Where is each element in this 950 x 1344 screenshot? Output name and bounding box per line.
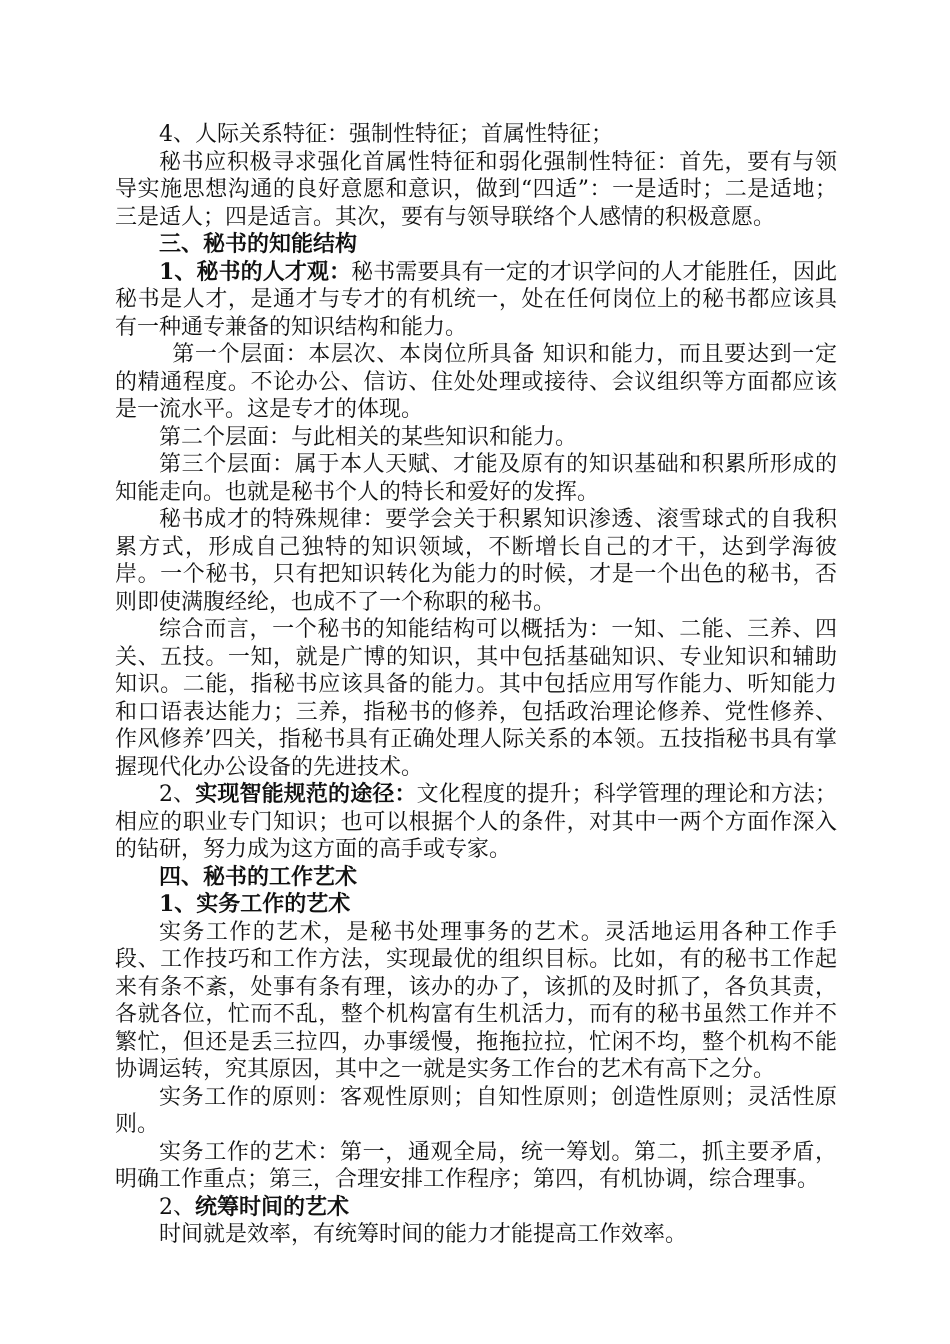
intelligence-path-lead: 实现智能规范的途径：	[195, 781, 417, 807]
time-art-number: 2、	[159, 1194, 195, 1220]
paragraph-time-art-heading	[115, 1194, 837, 1222]
paragraph-time-efficiency: 时间就是效率，有统筹时间的能力才能提高工作效率。	[159, 1222, 688, 1247]
section-heading-knowledge-structure: 三、秘书的知能结构	[159, 231, 358, 257]
talent-view-body: 秘书需要具有一定的才识学问的人才能胜任，因此秘书是人才，是通才与专才的有机统一，处在任何岗位上的秘书都应该具有一种通专兼备的知识结构和能力。	[115, 259, 837, 340]
talent-view-lead: 1、秘书的人才观：	[159, 258, 352, 285]
paragraph-interpersonal-features: 4、人际关系特征：强制性特征；首属性特征；	[159, 122, 613, 147]
document-page	[115, 121, 837, 1249]
intelligence-path-number: 2、	[159, 782, 196, 807]
time-art-lead: 统筹时间的艺术	[195, 1193, 350, 1220]
section-heading-work-art: 四、秘书的工作艺术	[159, 863, 358, 890]
paragraph-first-level: 第一个层面：本层次、本岗位所具备 知识和能力，而且要达到一定的精通程度。不论办公、信访、住处处理或接待、会议组织等方面都应该是一流水平。这是专才的体现。	[115, 342, 837, 422]
paragraph-special-rules: 秘书成才的特殊规律：要学会关于积累知识渗透、滚雪球式的自我积累方式，形成自己独特的知识领域，不断增长自己的才干，达到学海彼岸。一个秘书，只有把知识转化为能力的时候，才是一个出色的秘书，否则即使满腹经纶，也成不了一个称职的秘书。	[115, 507, 837, 615]
paragraph-second-level: 第二个层面：与此相关的某些知识和能力。	[159, 424, 578, 450]
paragraph-practical-work-principles: 实务工作的原则：客观性原则；自知性原则；创造性原则；灵活性原则。	[115, 1084, 837, 1137]
intelligence-path-body: 文化程度的提升；科学管理的理论和方法；相应的职业专门知识；也可以根据个人的条件，对其中一两个方面作深入的钻研，努力成为这方面的高手或专家。	[115, 782, 837, 862]
paragraph-strengthen-primary-features: 秘书应积极寻求强化首属性特征和弱化强制性特征：首先，要有与领导实施思想沟通的良好意愿和意识，做到“四适”：一是适时；二是适地；三是适人；四是适言。其次，要有与领导联络个人感情的积极意愿。	[115, 149, 837, 230]
paragraph-summary: 综合而言，一个秘书的知能结构可以概括为：一知、二能、三养、四关、五技。一知，就是广博的知识，其中包括基础知识、专业知识和辅助知识。二能，指秘书应该具备的能力。其中包括应用写作能力、听知能力和口语表达能力；三养，指秘书的修养，包括政治理论修养、党性修养、作风修养’四关，指秘书具有正确处理人际关系的本领。五技指秘书具有掌握现代化办公设备的先进技术。	[115, 617, 837, 780]
paragraph-practical-work-art: 实务工作的艺术，是秘书处理事务的艺术。灵活地运用各种工作手段、工作技巧和工作方法，实现最优的组织目标。比如，有的秘书工作起来有条不紊，处事有条有理，该办的办了，该抓的及时抓了，各负其责，各就各位，忙而不乱，整个机构富有生机活力，而有的秘书虽然工作并不繁忙，但还是丢三拉四，办事缓慢，拖拖拉拉，忙闲不均，整个机构不能协调运转，究其原因，其中之一就是实务工作台的艺术有高下之分。	[115, 919, 837, 1082]
paragraph-practical-work-steps: 实务工作的艺术：第一，通观全局，统一筹划。第二，抓主要矛盾，明确工作重点；第三，合理安排工作程序；第四，有机协调，综合理事。	[115, 1139, 837, 1192]
paragraph-third-level: 第三个层面：属于本人天赋、才能及原有的知识基础和积累所形成的知能走向。也就是秘书个人的特长和爱好的发挥。	[115, 452, 837, 505]
paragraph-talent-view	[115, 259, 837, 342]
paragraph-intelligence-path	[115, 781, 837, 864]
subheading-practical-work-art: 1、实务工作的艺术	[159, 891, 351, 917]
